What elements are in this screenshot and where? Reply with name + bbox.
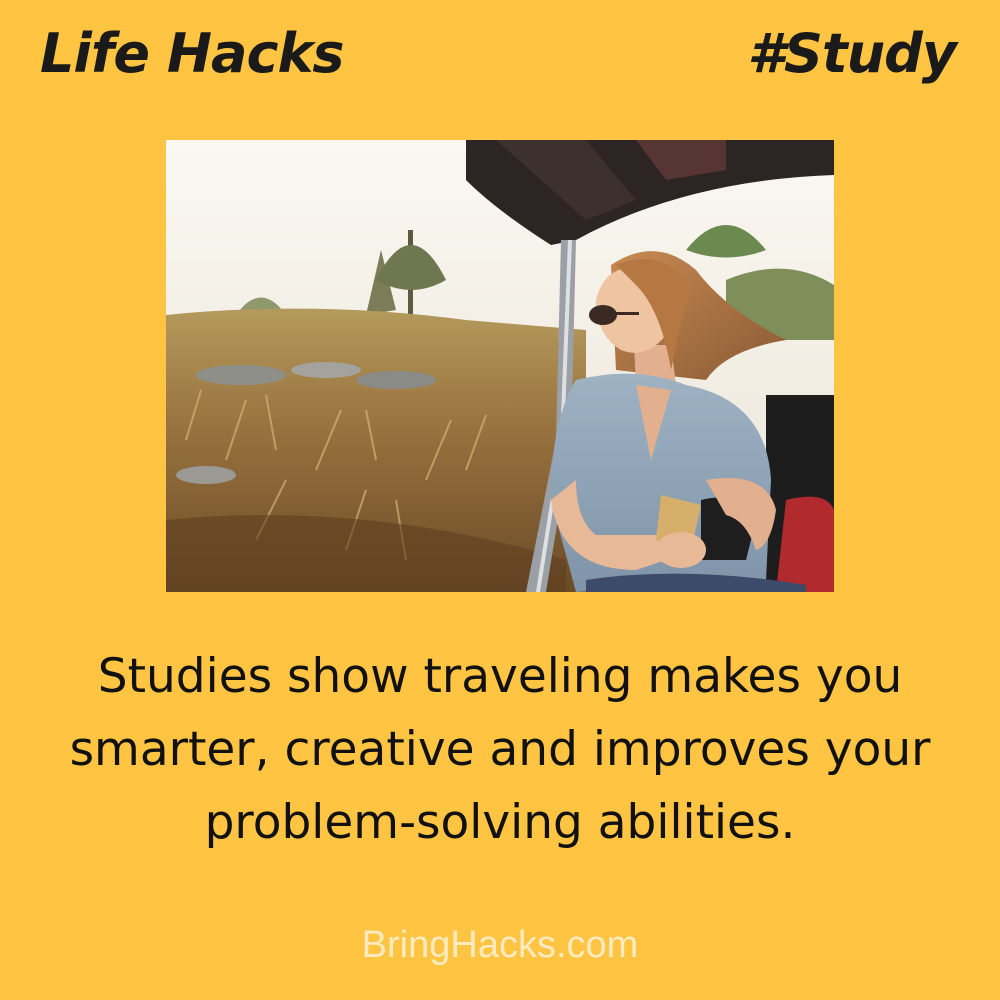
card-title: Life Hacks — [40, 22, 344, 85]
hack-description: Studies show traveling makes you smarter, creative and improves your problem-solving abilities. — [69, 649, 931, 850]
travel-photo — [166, 140, 834, 592]
site-url: BringHacks.com — [361, 924, 639, 966]
hashtag-label: #Study — [747, 22, 956, 85]
